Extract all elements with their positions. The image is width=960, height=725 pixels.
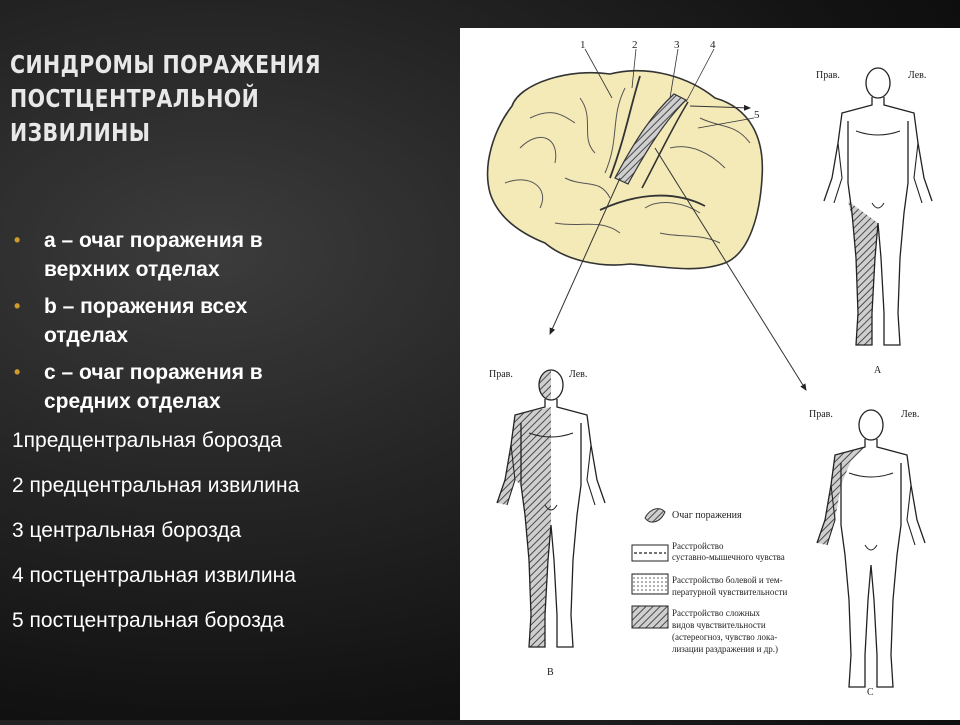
title-line: СИНДРОМЫ ПОРАЖЕНИЯ	[10, 50, 321, 79]
brain-number: 4	[710, 39, 716, 51]
legend-line: 5 постцентральная борозда	[12, 609, 285, 632]
slide-title	[10, 48, 338, 150]
right-side-label: Прав.	[489, 369, 513, 380]
bullet-icon: •	[14, 230, 21, 250]
title-line: ПОСТЦЕНТРАЛЬНОЙ	[10, 84, 260, 113]
bullet-line: отделах	[44, 324, 129, 347]
legend-line: 2 предцентральная извилина	[12, 474, 300, 497]
legend-line: 4 постцентральная извилина	[12, 564, 296, 587]
title-line: ИЗВИЛИНЫ	[10, 118, 151, 147]
key-lesion-label: Очаг поражения	[672, 510, 742, 521]
key-complex-label: видов чувствительности	[672, 620, 766, 630]
body-figure-b	[489, 369, 605, 678]
key-complex-label: Расстройство сложных	[672, 608, 761, 618]
bullet-item	[12, 358, 412, 416]
panel-label: C	[867, 687, 874, 698]
brain-number: 2	[632, 39, 638, 51]
bullet-icon: •	[14, 362, 21, 382]
brain-number: 3	[674, 39, 680, 51]
pain-temp-swatch	[632, 574, 668, 594]
left-side-label: Лев.	[901, 409, 920, 420]
key-complex-label: (астереогноз, чувство лока-	[672, 632, 778, 642]
body-figure-a	[816, 68, 932, 376]
brain-number: 1	[580, 39, 586, 51]
bullet-line: средних отделах	[44, 390, 221, 413]
bullet-line: c – очаг поражения в	[44, 361, 263, 384]
legend-line: 3 центральная борозда	[12, 519, 242, 542]
key-pain-label: пературной чувствительности	[672, 587, 788, 597]
left-side-label: Лев.	[569, 369, 588, 380]
brain-illustration	[488, 39, 806, 390]
key-joint-label: Расстройство	[672, 541, 724, 551]
bullet-icon: •	[14, 296, 21, 316]
panel-label: B	[547, 667, 554, 678]
brain-number: 5	[754, 109, 760, 121]
figure-key	[632, 509, 787, 654]
lesion-symbol	[645, 509, 665, 522]
figure-panel	[460, 28, 960, 720]
panel-label: A	[874, 365, 882, 376]
legend-line: 1предцентральная борозда	[12, 429, 282, 452]
key-joint-label: суставно-мышечного чувства	[672, 552, 785, 562]
key-pain-label: Расстройство болевой и тем-	[672, 575, 783, 585]
bullet-line: b – поражения всех	[44, 295, 248, 318]
figure-illustration	[460, 28, 960, 720]
right-side-label: Прав.	[816, 70, 840, 81]
complex-sense-swatch	[632, 606, 668, 628]
right-side-label: Прав.	[809, 409, 833, 420]
bullet-item	[12, 292, 412, 350]
key-complex-label: лизации раздражения и др.)	[672, 644, 779, 654]
left-side-label: Лев.	[908, 70, 927, 81]
bullet-item	[12, 226, 412, 284]
bullet-line: a – очаг поражения в	[44, 229, 263, 252]
bullet-line: верхних отделах	[44, 258, 220, 281]
bullet-list	[12, 226, 412, 654]
body-figure-c	[809, 409, 925, 698]
